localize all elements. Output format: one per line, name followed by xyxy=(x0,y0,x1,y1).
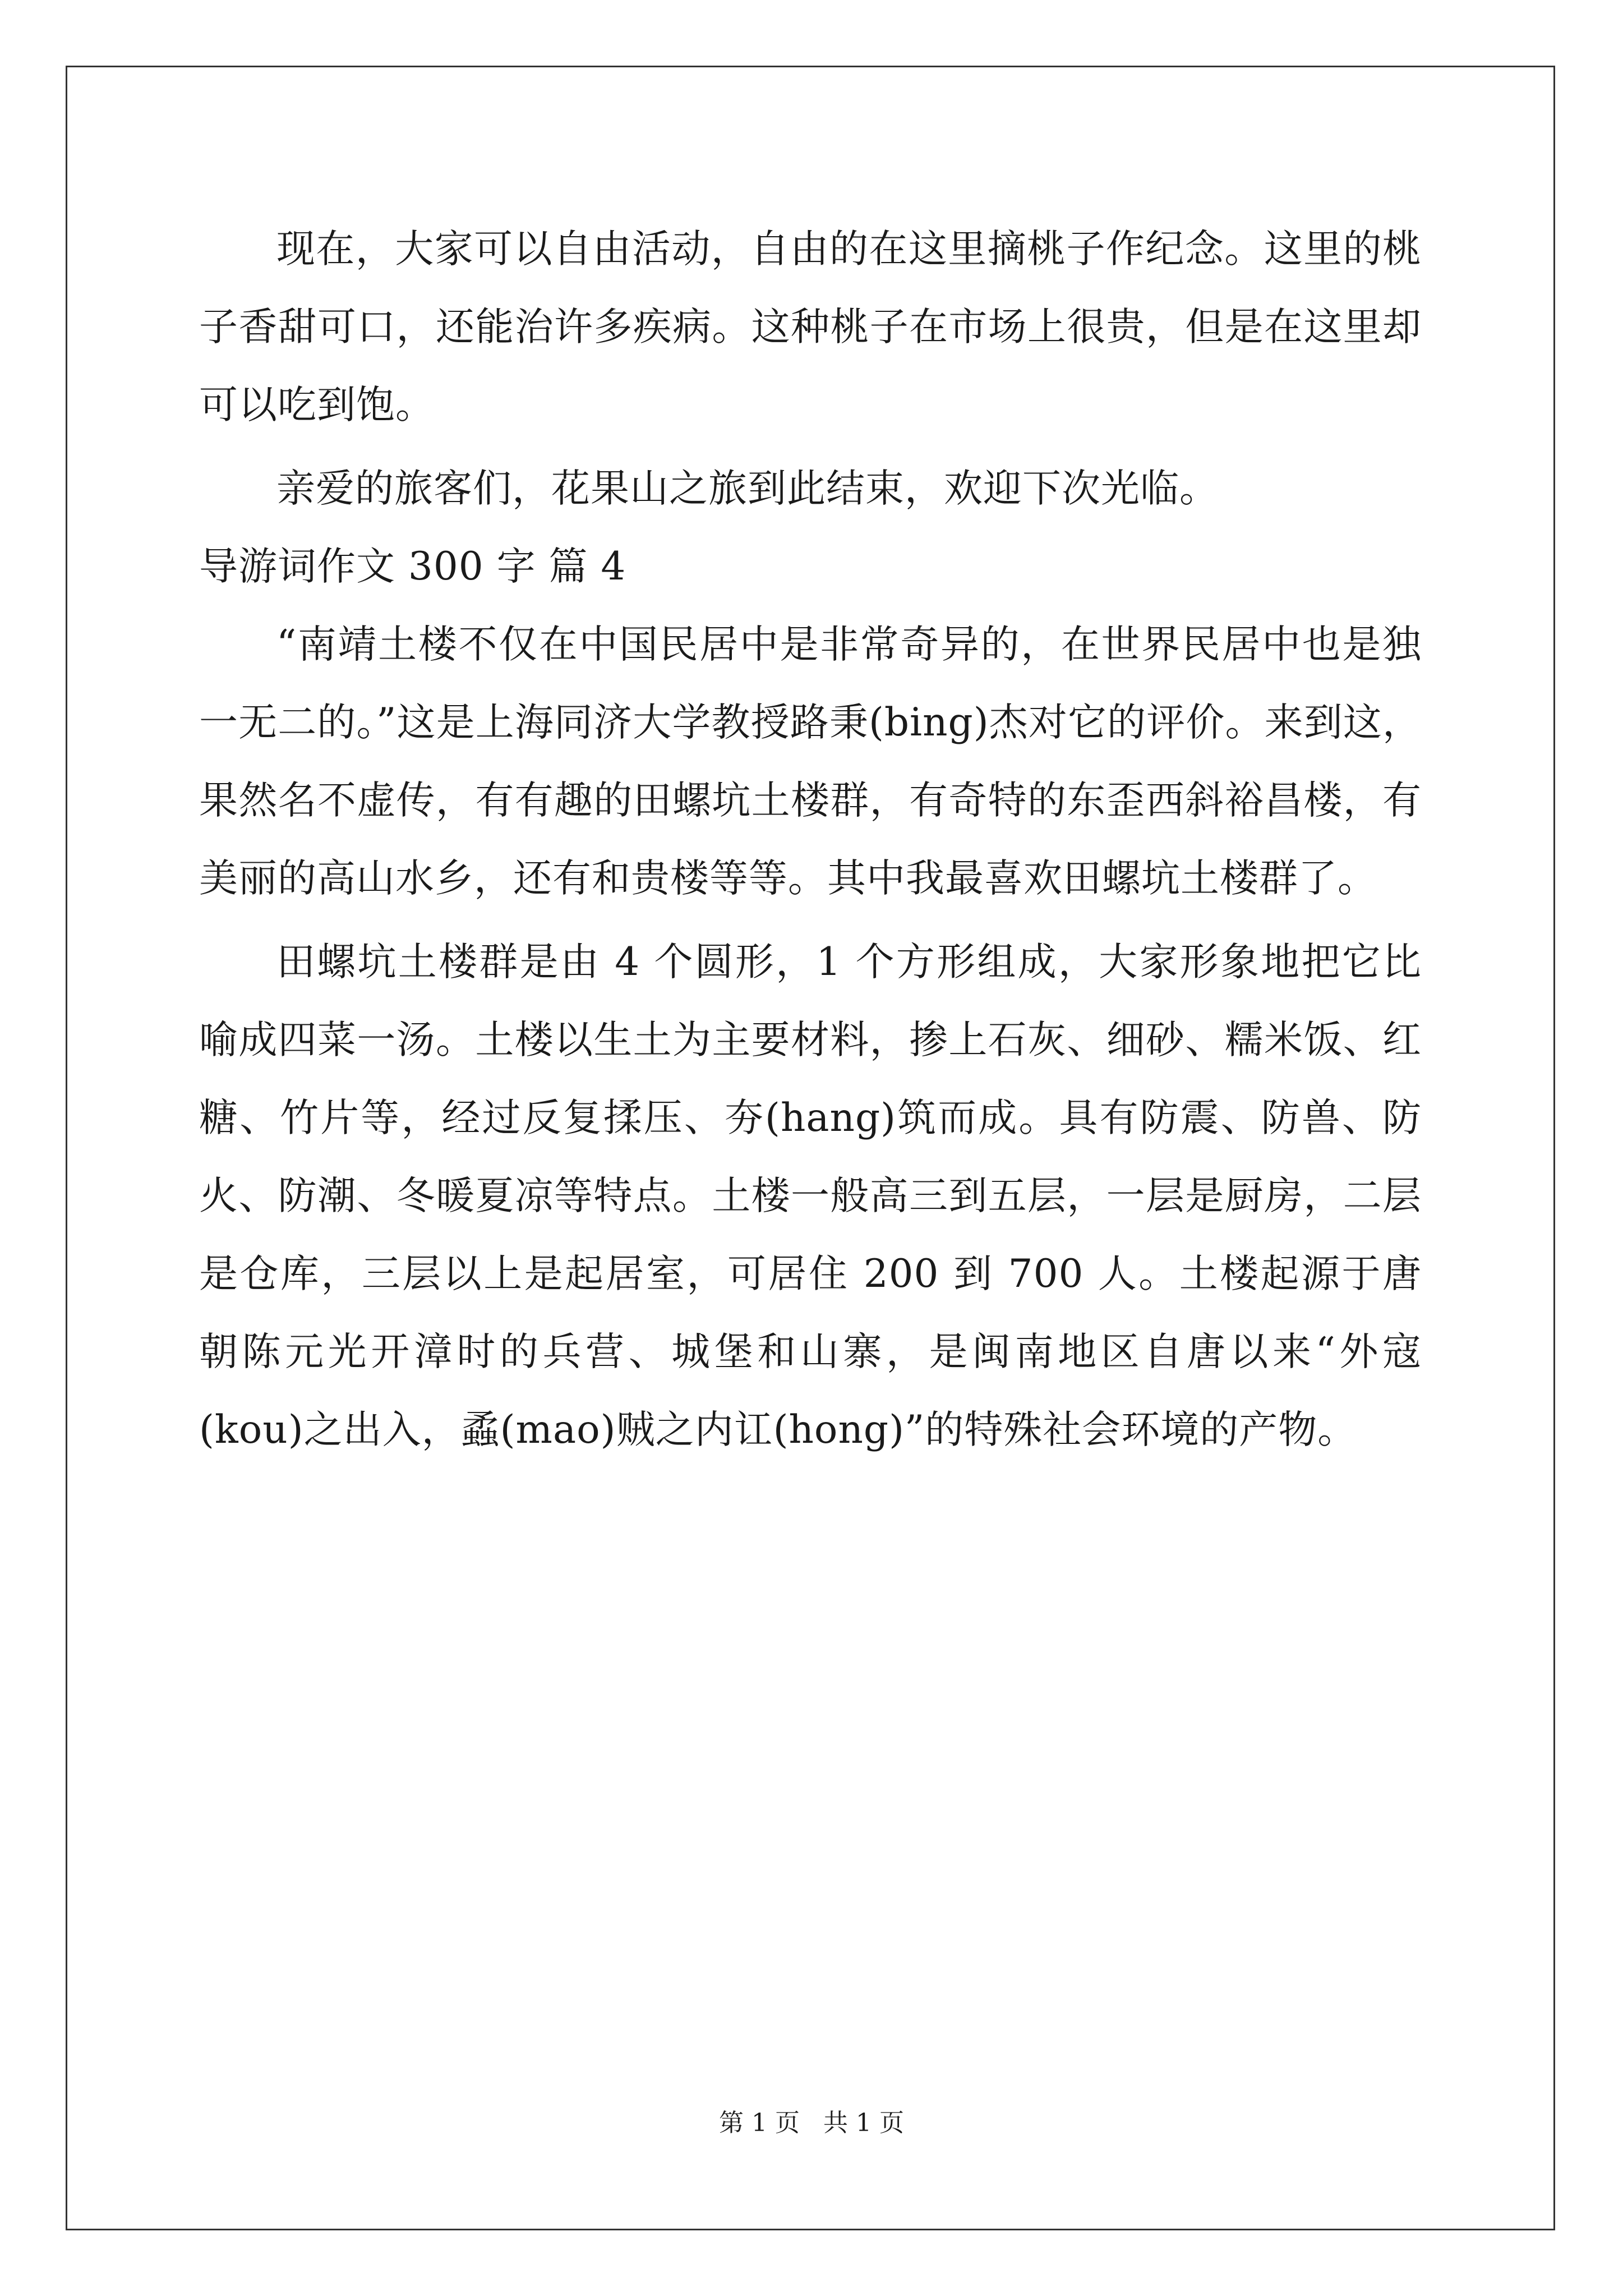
document-body xyxy=(199,210,1422,1469)
paragraph: 现在，大家可以自由活动，自由的在这里摘桃子作纪念。这里的桃子香甜可口，还能治许多疾病。这种桃子在市场上很贵，但是在这里却可以吃到饱。 xyxy=(199,227,1422,427)
paragraph: 田螺坑土楼群是由 4 个圆形，1 个方形组成，大家形象地把它比喻成四菜一汤。土楼以生土为主要材料，掺上石灰、细砂、糯米饭、红糖、竹片等，经过反复揉压、夯(hang)筑而成。具有防震、防兽、防火、防潮、冬暖夏凉等特点。土楼一般高三到五层，一层是厨房，二层是仓库，三层以上是起居室，可居住 200 到 700 人。土楼起源于唐朝陈元光开漳时的兵营、城堡和山寨，是闽南地区自唐以来“外寇(kou)之出入，蟊(mao)贼之内讧(hong)”的特殊社会环境的产物。 xyxy=(199,940,1422,1452)
paragraph: 亲爱的旅客们，花果山之旅到此结束，欢迎下次光临。 xyxy=(276,466,1219,511)
page-total: 共 1 页 xyxy=(823,2109,904,2137)
section-heading: 导游词作文 300 字 篇 4 xyxy=(199,544,626,589)
page-footer xyxy=(0,2106,1623,2140)
paragraph: “南靖土楼不仅在中国民居中是非常奇异的，在世界民居中也是独一无二的。”这是上海同济大学教授路秉(bing)杰对它的评价。来到这，果然名不虚传，有有趣的田螺坑土楼群，有奇特的东歪西斜裕昌楼，有美丽的高山水乡，还有和贵楼等等。其中我最喜欢田螺坑土楼群了。 xyxy=(199,622,1422,901)
page-number: 第 1 页 xyxy=(719,2109,800,2137)
